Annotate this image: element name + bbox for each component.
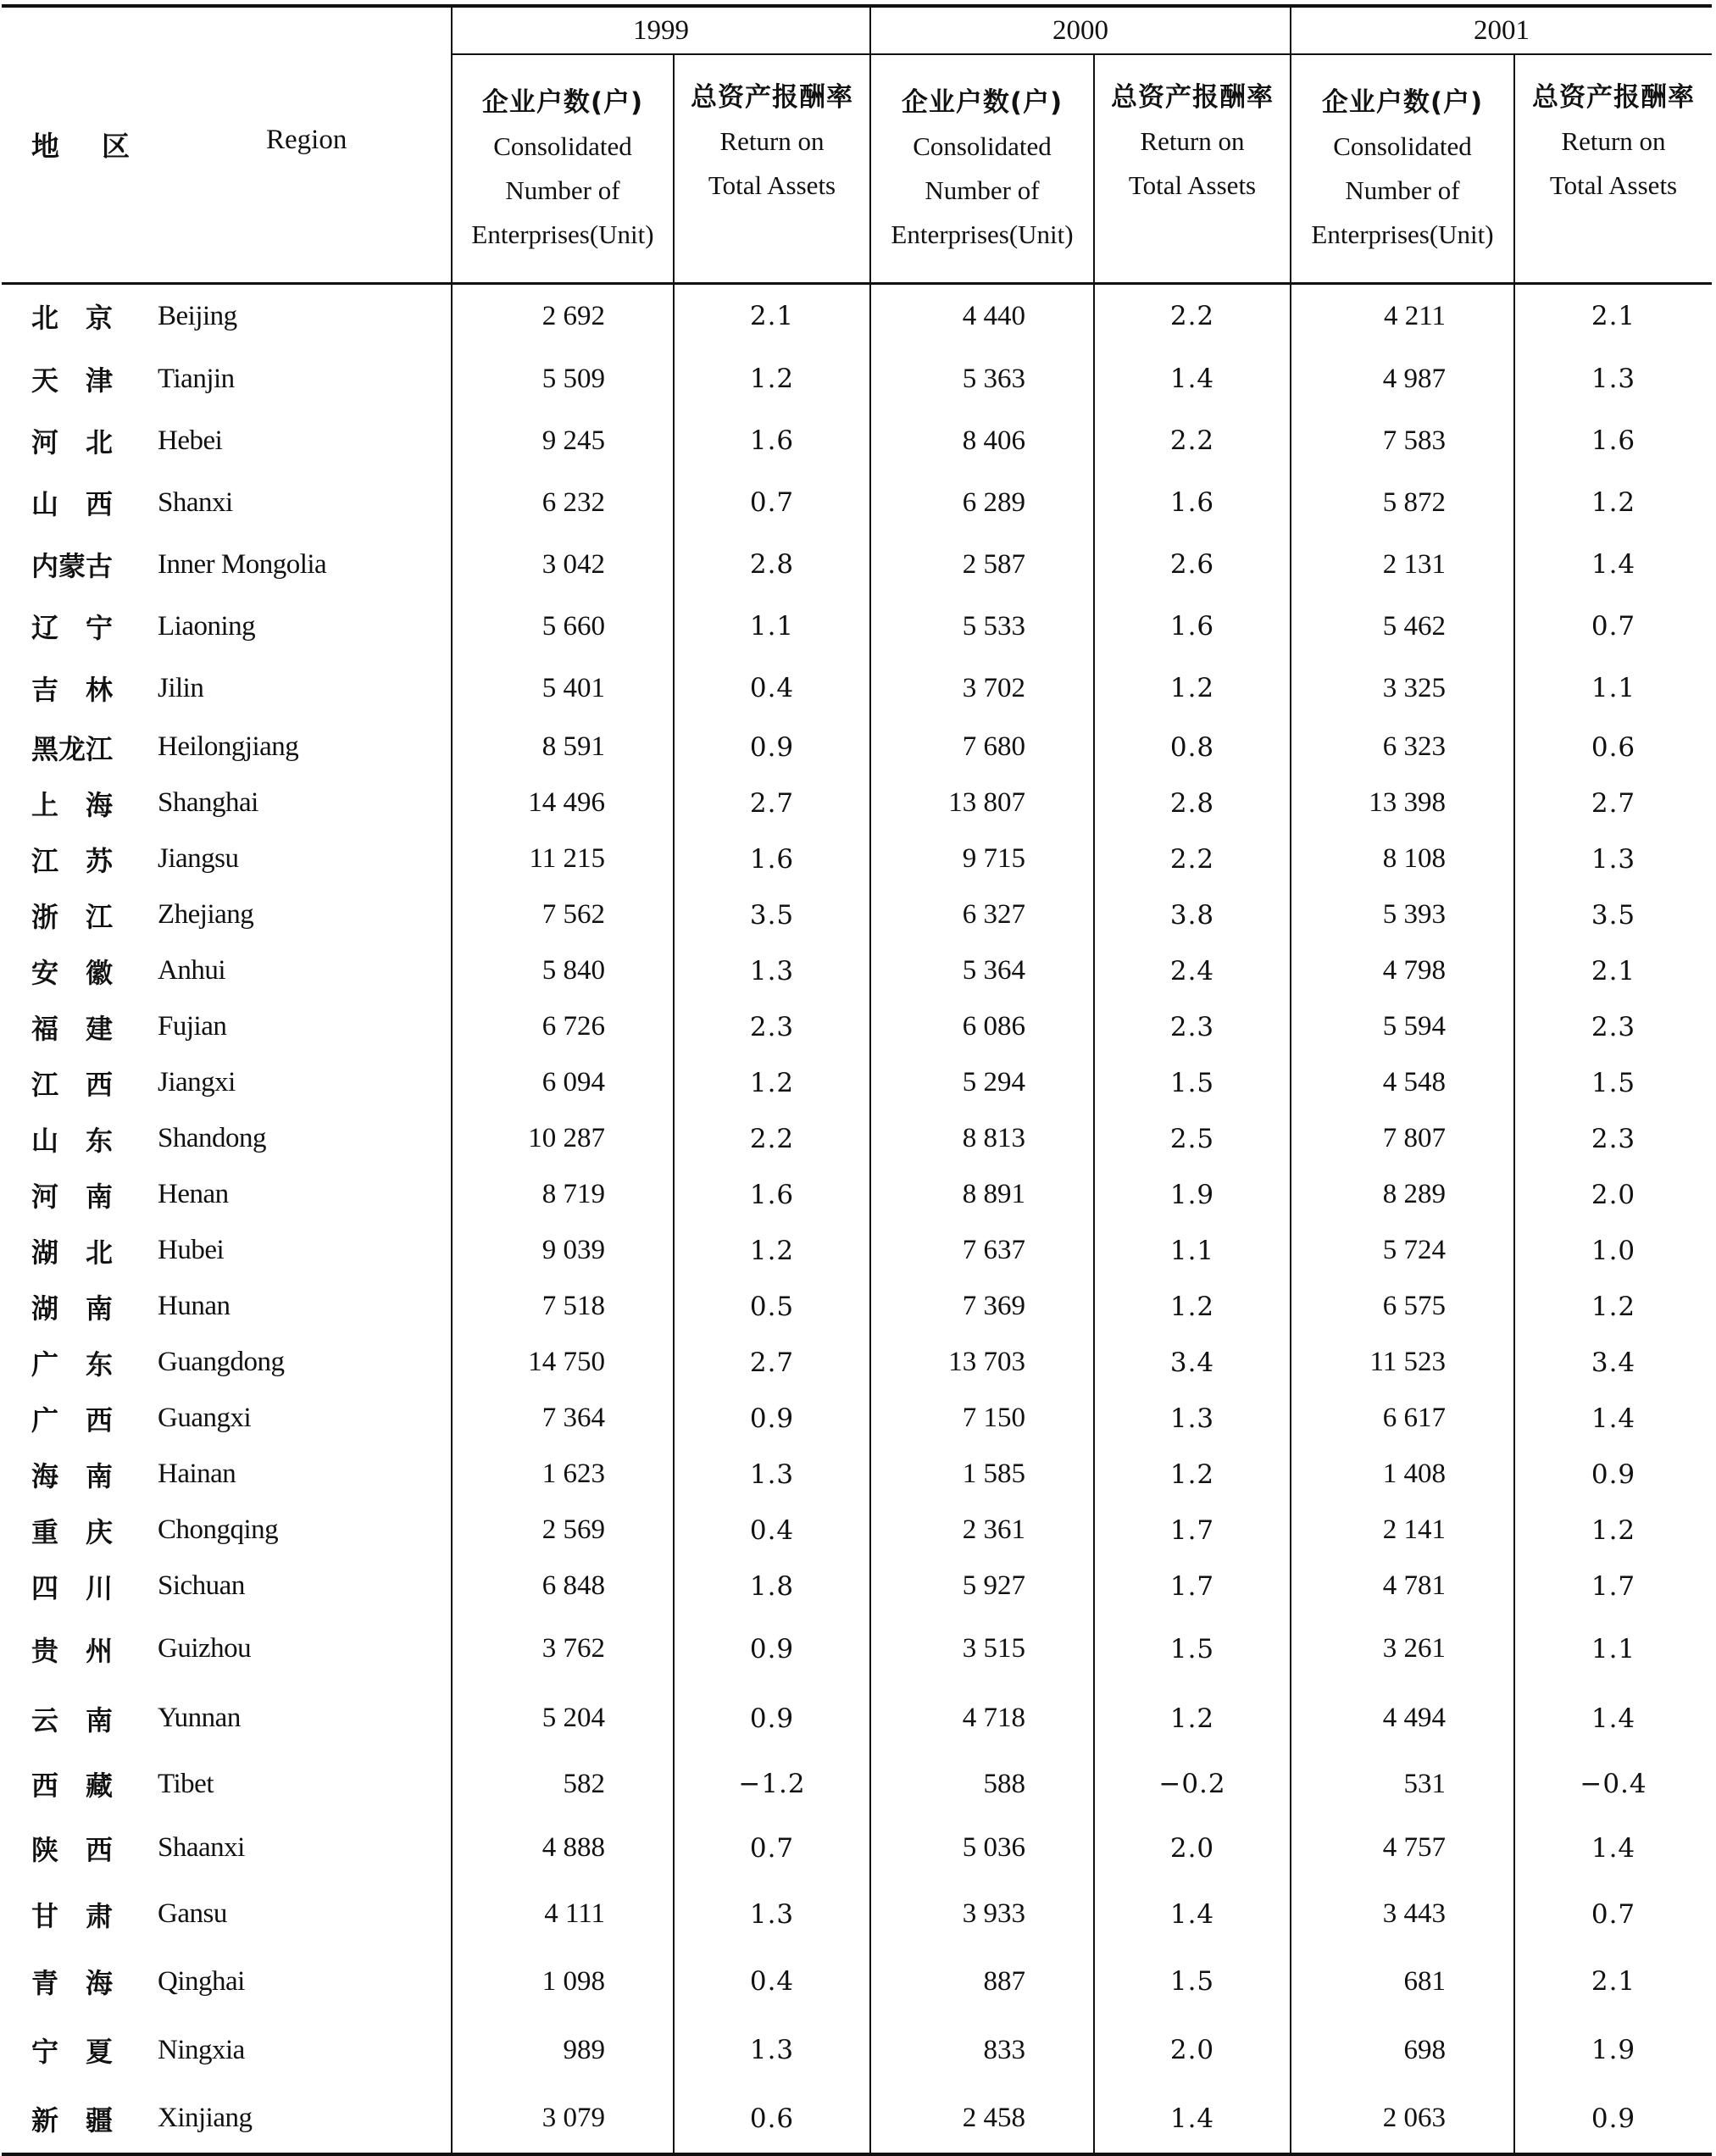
region-name-en: Tibet (158, 1768, 214, 1799)
region-name-cn: 天津 (31, 364, 141, 397)
cell-return-1999: 0.9 (674, 1614, 870, 1684)
cell-return-2000: 3.8 (1094, 887, 1291, 943)
region-name-en: Fujian (158, 1011, 227, 1042)
table-row (2, 1279, 1712, 1335)
cell-enterprises-1999: 6 232 (452, 472, 674, 534)
cell-enterprises-1999: 1 623 (452, 1447, 674, 1503)
region-name-en: Chongqing (158, 1514, 279, 1545)
cell-enterprises-2001: 7 583 (1291, 410, 1514, 472)
cell-return-2001: 3.5 (1514, 887, 1712, 943)
cell-enterprises-2001: 5 462 (1291, 596, 1514, 658)
table-row (2, 1503, 1712, 1559)
cell-enterprises-2001: 3 443 (1291, 1881, 1514, 1948)
cell-enterprises-2001: 4 781 (1291, 1559, 1514, 1614)
cell-return-2000: 2.4 (1094, 943, 1291, 999)
cell-enterprises-1999: 3 079 (452, 2085, 674, 2154)
region-name-cn: 广西 (31, 1403, 141, 1436)
region-name-cn: 江西 (31, 1068, 141, 1101)
table-row (2, 999, 1712, 1055)
cell-enterprises-1999: 9 039 (452, 1223, 674, 1279)
cell-return-2000: 1.6 (1094, 596, 1291, 658)
cell-return-2001: 1.1 (1514, 658, 1712, 720)
region-name-cn: 辽宁 (31, 612, 141, 644)
cell-enterprises-2001: 8 108 (1291, 831, 1514, 887)
cell-enterprises-1999: 1 098 (452, 1948, 674, 2016)
cell-return-2000: 1.5 (1094, 1614, 1291, 1684)
table-row (2, 534, 1712, 596)
cell-enterprises-1999: 4 888 (452, 1815, 674, 1881)
cell-enterprises-2001: 5 594 (1291, 999, 1514, 1055)
cell-enterprises-1999: 6 094 (452, 1055, 674, 1111)
cell-enterprises-1999: 5 660 (452, 596, 674, 658)
cell-return-1999: 0.4 (674, 1948, 870, 2016)
cell-return-2001: 1.5 (1514, 1055, 1712, 1111)
cell-return-2001: 1.4 (1514, 1684, 1712, 1753)
table-row (2, 1167, 1712, 1223)
cell-enterprises-2000: 13 807 (870, 775, 1094, 831)
cell-enterprises-1999: 7 364 (452, 1391, 674, 1447)
cell-enterprises-1999: 989 (452, 2016, 674, 2085)
region-name-cn: 贵州 (31, 1634, 141, 1667)
cell-enterprises-2000: 8 406 (870, 410, 1094, 472)
cell-return-2000: 2.3 (1094, 999, 1291, 1055)
cell-enterprises-2000: 6 086 (870, 999, 1094, 1055)
cell-enterprises-2001: 4 494 (1291, 1684, 1514, 1753)
region-name-cn: 吉林 (31, 674, 141, 706)
cell-return-2001: 1.1 (1514, 1614, 1712, 1684)
region-name-cn: 福建 (31, 1012, 141, 1045)
region-name-en: Guangxi (158, 1403, 252, 1433)
table-row (2, 1881, 1712, 1948)
table-row (2, 284, 1712, 348)
cell-return-2000: 1.1 (1094, 1223, 1291, 1279)
cell-enterprises-2000: 2 587 (870, 534, 1094, 596)
cell-enterprises-1999: 5 204 (452, 1684, 674, 1753)
region-name-cn: 西藏 (31, 1770, 141, 1802)
cell-return-1999: 0.4 (674, 658, 870, 720)
cell-enterprises-2000: 5 364 (870, 943, 1094, 999)
table-row (2, 943, 1712, 999)
table-body (2, 284, 1712, 2154)
cell-enterprises-2001: 6 617 (1291, 1391, 1514, 1447)
cell-return-2000: 1.2 (1094, 1447, 1291, 1503)
cell-enterprises-1999: 5 840 (452, 943, 674, 999)
region-name-en: Inner Mongolia (158, 548, 327, 580)
cell-enterprises-1999: 4 111 (452, 1881, 674, 1948)
region-name-en: Hubei (158, 1235, 225, 1265)
cell-return-1999: 1.6 (674, 831, 870, 887)
cell-return-2001: 0.7 (1514, 596, 1712, 658)
table-row (2, 1335, 1712, 1391)
cell-enterprises-1999: 8 719 (452, 1167, 674, 1223)
enterprise-table (2, 4, 1712, 2156)
cell-enterprises-1999: 14 750 (452, 1335, 674, 1391)
cell-enterprises-1999: 3 042 (452, 534, 674, 596)
region-header-cn: 地区 (31, 130, 172, 163)
region-name-cn: 青海 (31, 1967, 141, 1999)
region-name-en: Liaoning (158, 610, 256, 642)
table-row (2, 887, 1712, 943)
cell-return-1999: 1.3 (674, 1447, 870, 1503)
cell-return-1999: 1.3 (674, 943, 870, 999)
cell-enterprises-2000: 3 515 (870, 1614, 1094, 1684)
cell-return-2001: 1.4 (1514, 1815, 1712, 1881)
cell-enterprises-1999: 7 562 (452, 887, 674, 943)
cell-return-2001: 1.2 (1514, 1503, 1712, 1559)
region-header-en: Region (266, 125, 347, 155)
col-header-return: 总资产报酬率 Return on Total Assets (1514, 54, 1712, 284)
region-name-en: Shandong (158, 1123, 266, 1153)
cell-return-1999: 1.2 (674, 1055, 870, 1111)
col-header-enterprises: 企业户数(户) Consolidated Number of Enterprises(Unit) (870, 54, 1094, 284)
table-row (2, 2085, 1712, 2154)
cell-return-1999: 2.7 (674, 775, 870, 831)
cell-return-1999: 1.2 (674, 1223, 870, 1279)
cell-return-1999: 1.6 (674, 410, 870, 472)
cell-return-2000: 2.6 (1094, 534, 1291, 596)
cell-return-2000: 2.2 (1094, 831, 1291, 887)
cell-return-2000: 1.3 (1094, 1391, 1291, 1447)
cell-enterprises-2001: 13 398 (1291, 775, 1514, 831)
region-name-cn: 黑龙江 (31, 732, 114, 765)
cell-return-1999: 1.8 (674, 1559, 870, 1614)
cell-return-2001: 2.7 (1514, 775, 1712, 831)
cell-return-2000: 2.8 (1094, 775, 1291, 831)
region-name-cn: 广东 (31, 1348, 141, 1381)
region-name-en: Henan (158, 1179, 229, 1209)
cell-return-2001: 0.6 (1514, 720, 1712, 775)
cell-return-2001: −0.4 (1514, 1753, 1712, 1815)
cell-enterprises-2001: 4 548 (1291, 1055, 1514, 1111)
cell-return-2000: 1.5 (1094, 1948, 1291, 2016)
cell-return-1999: 0.6 (674, 2085, 870, 2154)
cell-return-2000: 2.2 (1094, 284, 1291, 348)
cell-return-2000: 2.0 (1094, 1815, 1291, 1881)
region-name-en: Shanghai (158, 787, 258, 818)
table-row (2, 720, 1712, 775)
cell-return-2001: 1.3 (1514, 348, 1712, 410)
cell-return-2000: 1.6 (1094, 472, 1291, 534)
cell-enterprises-2000: 2 458 (870, 2085, 1094, 2154)
cell-enterprises-1999: 5 401 (452, 658, 674, 720)
year-header-2001: 2001 (1291, 6, 1712, 54)
cell-enterprises-1999: 7 518 (452, 1279, 674, 1335)
cell-enterprises-2001: 4 211 (1291, 284, 1514, 348)
cell-return-2000: 2.0 (1094, 2016, 1291, 2085)
cell-enterprises-2001: 4 798 (1291, 943, 1514, 999)
cell-enterprises-2001: 7 807 (1291, 1111, 1514, 1167)
cell-return-1999: 0.4 (674, 1503, 870, 1559)
region-name-en: Sichuan (158, 1570, 245, 1601)
region-header (2, 6, 452, 284)
cell-enterprises-1999: 6 848 (452, 1559, 674, 1614)
year-header-2000: 2000 (870, 6, 1291, 54)
cell-enterprises-2000: 8 813 (870, 1111, 1094, 1167)
table-row (2, 1223, 1712, 1279)
cell-return-2001: 0.7 (1514, 1881, 1712, 1948)
table-row (2, 2016, 1712, 2085)
cell-return-2000: 1.7 (1094, 1503, 1291, 1559)
region-name-en: Jiangsu (158, 843, 239, 874)
region-name-cn: 北京 (31, 302, 141, 335)
table-row (2, 1559, 1712, 1614)
region-name-en: Hebei (158, 425, 223, 456)
table-row (2, 1684, 1712, 1753)
cell-enterprises-2000: 833 (870, 2016, 1094, 2085)
cell-return-2001: 2.1 (1514, 1948, 1712, 2016)
cell-enterprises-2001: 2 141 (1291, 1503, 1514, 1559)
cell-enterprises-1999: 3 762 (452, 1614, 674, 1684)
region-name-cn: 江苏 (31, 844, 141, 877)
table-row (2, 1815, 1712, 1881)
cell-enterprises-2000: 5 036 (870, 1815, 1094, 1881)
region-name-cn: 河北 (31, 426, 141, 458)
cell-return-2000: 1.2 (1094, 1279, 1291, 1335)
cell-enterprises-2001: 5 872 (1291, 472, 1514, 534)
cell-return-1999: 0.9 (674, 1391, 870, 1447)
cell-enterprises-1999: 6 726 (452, 999, 674, 1055)
cell-enterprises-2001: 11 523 (1291, 1335, 1514, 1391)
table-row (2, 1753, 1712, 1815)
region-name-cn: 河南 (31, 1180, 141, 1213)
table-row (2, 1055, 1712, 1111)
region-name-cn: 四川 (31, 1571, 141, 1604)
cell-enterprises-1999: 9 245 (452, 410, 674, 472)
region-name-en: Heilongjiang (158, 731, 299, 762)
region-name-en: Guizhou (158, 1633, 252, 1664)
cell-return-2000: 2.2 (1094, 410, 1291, 472)
cell-return-1999: 2.7 (674, 1335, 870, 1391)
region-name-en: Hunan (158, 1291, 230, 1321)
cell-return-2001: 2.3 (1514, 999, 1712, 1055)
cell-return-1999: 1.1 (674, 596, 870, 658)
cell-return-2000: 1.7 (1094, 1559, 1291, 1614)
cell-enterprises-1999: 10 287 (452, 1111, 674, 1167)
region-name-en: Xinjiang (156, 2085, 452, 2154)
cell-enterprises-2000: 887 (870, 1948, 1094, 2016)
cell-enterprises-2000: 9 715 (870, 831, 1094, 887)
cell-return-2000: 1.2 (1094, 1684, 1291, 1753)
cell-return-2001: 1.9 (1514, 2016, 1712, 2085)
cell-enterprises-1999: 582 (452, 1753, 674, 1815)
cell-return-1999: 0.9 (674, 720, 870, 775)
table-row (2, 410, 1712, 472)
cell-return-2001: 2.3 (1514, 1111, 1712, 1167)
cell-enterprises-2000: 588 (870, 1753, 1094, 1815)
cell-enterprises-2001: 4 987 (1291, 348, 1514, 410)
cell-return-2000: 1.5 (1094, 1055, 1291, 1111)
cell-enterprises-2001: 2 131 (1291, 534, 1514, 596)
cell-enterprises-2001: 5 724 (1291, 1223, 1514, 1279)
region-name-cn: 甘肃 (31, 1899, 141, 1932)
cell-return-2000: 0.8 (1094, 720, 1291, 775)
table-row (2, 831, 1712, 887)
cell-enterprises-1999: 11 215 (452, 831, 674, 887)
cell-return-2001: 1.7 (1514, 1559, 1712, 1614)
cell-enterprises-1999: 8 591 (452, 720, 674, 775)
cell-return-2001: 1.6 (1514, 410, 1712, 472)
table-row (2, 596, 1712, 658)
cell-enterprises-2001: 5 393 (1291, 887, 1514, 943)
cell-enterprises-2000: 1 585 (870, 1447, 1094, 1503)
region-name-cn: 湖北 (31, 1236, 141, 1269)
cell-enterprises-2001: 4 757 (1291, 1815, 1514, 1881)
cell-enterprises-2000: 5 533 (870, 596, 1094, 658)
cell-enterprises-2000: 7 680 (870, 720, 1094, 775)
region-name-en: Zhejiang (158, 899, 254, 930)
cell-return-2000: 1.9 (1094, 1167, 1291, 1223)
cell-return-1999: 2.3 (674, 999, 870, 1055)
cell-return-2001: 2.1 (1514, 284, 1712, 348)
cell-return-1999: 2.8 (674, 534, 870, 596)
cell-return-2000: −0.2 (1094, 1753, 1291, 1815)
cell-return-1999: 0.7 (674, 472, 870, 534)
cell-enterprises-2001: 1 408 (1291, 1447, 1514, 1503)
region-name-en: Shaanxi (158, 1832, 245, 1863)
region-name-cn: 内蒙古 (31, 550, 114, 582)
cell-enterprises-2001: 698 (1291, 2016, 1514, 2085)
cell-return-2001: 1.0 (1514, 1223, 1712, 1279)
cell-enterprises-2000: 5 363 (870, 348, 1094, 410)
cell-enterprises-2000: 7 369 (870, 1279, 1094, 1335)
cell-enterprises-2000: 2 361 (870, 1503, 1094, 1559)
cell-enterprises-2000: 6 327 (870, 887, 1094, 943)
cell-return-1999: −1.2 (674, 1753, 870, 1815)
table-row (2, 1111, 1712, 1167)
cell-enterprises-2000: 3 702 (870, 658, 1094, 720)
region-name-cn: 湖南 (31, 1292, 141, 1325)
cell-return-1999: 0.9 (674, 1684, 870, 1753)
table-row (2, 775, 1712, 831)
cell-return-2001: 3.4 (1514, 1335, 1712, 1391)
region-name-en: Qinghai (158, 1965, 245, 1997)
cell-enterprises-2000: 13 703 (870, 1335, 1094, 1391)
col-header-return: 总资产报酬率 Return on Total Assets (674, 54, 870, 284)
cell-enterprises-2000: 4 440 (870, 284, 1094, 348)
cell-return-1999: 0.7 (674, 1815, 870, 1881)
region-name-cn: 陕西 (31, 1833, 141, 1866)
table-row (2, 658, 1712, 720)
region-name-cn: 山西 (31, 488, 141, 520)
cell-return-1999: 3.5 (674, 887, 870, 943)
year-header-1999: 1999 (452, 6, 870, 54)
cell-return-2000: 1.4 (1094, 348, 1291, 410)
cell-return-1999: 0.5 (674, 1279, 870, 1335)
cell-enterprises-2000: 5 927 (870, 1559, 1094, 1614)
col-header-enterprises: 企业户数(户) Consolidated Number of Enterprises(Unit) (452, 54, 674, 284)
cell-enterprises-1999: 5 509 (452, 348, 674, 410)
cell-enterprises-2000: 3 933 (870, 1881, 1094, 1948)
table-row (2, 1614, 1712, 1684)
table-row (2, 348, 1712, 410)
col-header-enterprises: 企业户数(户) Consolidated Number of Enterprises(Unit) (1291, 54, 1514, 284)
cell-return-1999: 1.6 (674, 1167, 870, 1223)
table-row (2, 1447, 1712, 1503)
cell-enterprises-2000: 6 289 (870, 472, 1094, 534)
cell-return-1999: 1.3 (674, 2016, 870, 2085)
cell-enterprises-2000: 8 891 (870, 1167, 1094, 1223)
region-name-en: Shanxi (158, 486, 233, 518)
region-name-en: Gansu (158, 1898, 227, 1929)
cell-enterprises-2000: 4 718 (870, 1684, 1094, 1753)
region-name-en: Yunnan (158, 1703, 241, 1733)
cell-return-1999: 1.3 (674, 1881, 870, 1948)
cell-enterprises-2001: 531 (1291, 1753, 1514, 1815)
cell-enterprises-2000: 7 637 (870, 1223, 1094, 1279)
cell-return-2001: 1.3 (1514, 831, 1712, 887)
cell-return-1999: 2.1 (674, 284, 870, 348)
region-name-cn: 海南 (31, 1459, 141, 1492)
cell-enterprises-2000: 5 294 (870, 1055, 1094, 1111)
region-name-cn: 云南 (31, 1703, 141, 1736)
cell-enterprises-2001: 6 575 (1291, 1279, 1514, 1335)
cell-return-2001: 0.9 (1514, 2085, 1712, 2154)
cell-return-2001: 1.4 (1514, 1391, 1712, 1447)
region-name-en: Hainan (158, 1459, 236, 1489)
region-name-en: Tianjin (158, 363, 235, 394)
region-name-en: Jiangxi (158, 1067, 236, 1097)
cell-enterprises-2000: 7 150 (870, 1391, 1094, 1447)
cell-return-1999: 1.2 (674, 348, 870, 410)
cell-enterprises-2001: 6 323 (1291, 720, 1514, 775)
region-name-en: Ningxia (158, 2034, 245, 2065)
cell-return-2000: 1.2 (1094, 658, 1291, 720)
cell-return-2001: 0.9 (1514, 1447, 1712, 1503)
region-name-cn: 宁夏 (31, 2036, 141, 2068)
region-name-en: Jilin (158, 672, 204, 703)
cell-enterprises-2001: 3 261 (1291, 1614, 1514, 1684)
region-name-cn: 山东 (31, 1124, 141, 1157)
cell-return-2000: 2.5 (1094, 1111, 1291, 1167)
region-name-cn: 安徽 (31, 956, 141, 989)
cell-return-2000: 1.4 (1094, 1881, 1291, 1948)
region-name-en: Anhui (158, 955, 225, 986)
region-name-cn: 新疆 (2, 2085, 156, 2154)
region-name-cn: 浙江 (31, 900, 141, 933)
region-name-en: Guangdong (158, 1347, 285, 1377)
region-name-cn: 重庆 (31, 1515, 141, 1548)
cell-enterprises-2001: 8 289 (1291, 1167, 1514, 1223)
cell-enterprises-2001: 2 063 (1291, 2085, 1514, 2154)
col-header-return: 总资产报酬率 Return on Total Assets (1094, 54, 1291, 284)
table-row (2, 472, 1712, 534)
cell-return-2001: 2.1 (1514, 943, 1712, 999)
cell-return-2001: 1.2 (1514, 1279, 1712, 1335)
cell-enterprises-2001: 3 325 (1291, 658, 1514, 720)
cell-return-2000: 1.4 (1094, 2085, 1291, 2154)
cell-return-2001: 2.0 (1514, 1167, 1712, 1223)
table-row (2, 1948, 1712, 2016)
table-row (2, 1391, 1712, 1447)
cell-enterprises-2001: 681 (1291, 1948, 1514, 2016)
region-name-cn: 上海 (31, 788, 141, 821)
cell-enterprises-1999: 2 692 (452, 284, 674, 348)
cell-return-1999: 2.2 (674, 1111, 870, 1167)
cell-return-2000: 3.4 (1094, 1335, 1291, 1391)
cell-return-2001: 1.2 (1514, 472, 1712, 534)
cell-return-2001: 1.4 (1514, 534, 1712, 596)
region-name-en: Beijing (158, 300, 237, 331)
cell-enterprises-1999: 2 569 (452, 1503, 674, 1559)
cell-enterprises-1999: 14 496 (452, 775, 674, 831)
